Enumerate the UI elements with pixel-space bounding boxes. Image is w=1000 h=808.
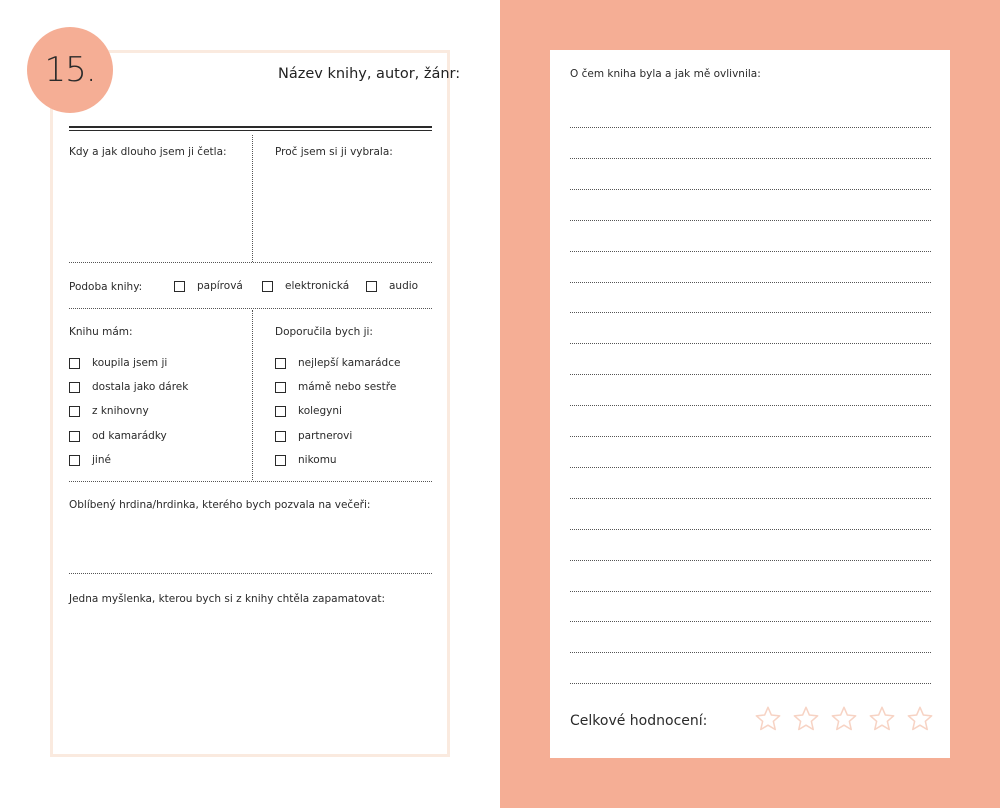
star-icon[interactable] (754, 705, 782, 733)
recommend-option[interactable] (275, 430, 352, 442)
checkbox[interactable] (275, 431, 286, 442)
recommend-option[interactable] (275, 405, 342, 417)
section-divider-1 (69, 262, 432, 263)
writing-line[interactable] (570, 498, 931, 499)
recommend-option-label: mámě nebo sestře (298, 381, 397, 393)
writing-line[interactable] (570, 127, 931, 128)
have-book-label: Knihu mám: (69, 326, 133, 338)
recommend-option[interactable] (275, 381, 396, 393)
writing-line[interactable] (570, 621, 931, 622)
have-option-label: dostala jako dárek (92, 381, 189, 393)
recommend-option-label: kolegyni (298, 405, 342, 417)
writing-line[interactable] (570, 158, 931, 159)
format-option-electronic[interactable] (262, 280, 349, 292)
checkbox[interactable] (69, 431, 80, 442)
checkbox[interactable] (69, 382, 80, 393)
format-label: Podoba knihy: (69, 281, 143, 293)
star-icon[interactable] (906, 705, 934, 733)
have-option-label: z knihovny (92, 405, 149, 417)
have-option[interactable] (69, 405, 149, 417)
have-option[interactable] (69, 381, 188, 393)
have-option-label: koupila jsem ji (92, 357, 168, 369)
checkbox[interactable] (262, 281, 273, 292)
favorite-hero-label: Oblíbený hrdina/hrdinka, kterého bych pozvala na večeři: (69, 499, 371, 511)
checkbox[interactable] (69, 455, 80, 466)
memorable-thought-label: Jedna myšlenka, kterou bych si z knihy chtěla zapamatovat: (69, 593, 386, 605)
writing-line[interactable] (570, 560, 931, 561)
have-option[interactable] (69, 357, 167, 369)
recommend-option-label: partnerovi (298, 430, 353, 442)
recommend-option-label: nejlepší kamarádce (298, 357, 401, 369)
column-divider-top (252, 135, 253, 262)
writing-line[interactable] (570, 220, 931, 221)
when-read-label: Kdy a jak dlouho jsem ji četla: (69, 146, 227, 158)
writing-line[interactable] (570, 282, 931, 283)
page-number-badge: 15. (27, 27, 113, 113)
recommend-option[interactable] (275, 357, 400, 369)
have-option[interactable] (69, 430, 167, 442)
checkbox[interactable] (275, 455, 286, 466)
checkbox[interactable] (69, 406, 80, 417)
writing-line[interactable] (570, 343, 931, 344)
section-divider-3 (69, 481, 432, 482)
writing-line[interactable] (570, 312, 931, 313)
recommend-option[interactable] (275, 454, 337, 466)
format-option-label: papírová (197, 280, 243, 292)
book-title-label: Název knihy, autor, žánr: (278, 66, 461, 82)
checkbox[interactable] (275, 358, 286, 369)
writing-line[interactable] (570, 529, 931, 530)
writing-line[interactable] (570, 374, 931, 375)
section-divider-4 (69, 573, 432, 574)
writing-line[interactable] (570, 251, 931, 252)
format-option-label: elektronická (285, 280, 350, 292)
have-option-label: od kamarádky (92, 430, 167, 442)
writing-line[interactable] (570, 405, 931, 406)
rating-label: Celkové hodnocení: (570, 713, 708, 729)
column-divider-middle (252, 310, 253, 480)
writing-line[interactable] (570, 467, 931, 468)
checkbox[interactable] (69, 358, 80, 369)
recommend-option-label: nikomu (298, 454, 337, 466)
format-option-audio[interactable] (366, 280, 418, 292)
title-double-rule (69, 126, 432, 131)
writing-line[interactable] (570, 436, 931, 437)
section-divider-2 (69, 308, 432, 309)
have-option[interactable] (69, 454, 111, 466)
star-icon[interactable] (792, 705, 820, 733)
writing-line[interactable] (570, 683, 931, 684)
star-icon[interactable] (830, 705, 858, 733)
star-icon[interactable] (868, 705, 896, 733)
writing-line[interactable] (570, 652, 931, 653)
checkbox[interactable] (275, 382, 286, 393)
rating-stars (754, 705, 934, 733)
format-option-label: audio (389, 280, 419, 292)
have-option-label: jiné (92, 454, 111, 466)
recommend-label: Doporučila bych ji: (275, 326, 373, 338)
writing-line[interactable] (570, 189, 931, 190)
writing-line[interactable] (570, 591, 931, 592)
summary-label: O čem kniha byla a jak mě ovlivnila: (570, 68, 761, 80)
checkbox[interactable] (174, 281, 185, 292)
format-option-paper[interactable] (174, 280, 243, 292)
checkbox[interactable] (275, 406, 286, 417)
why-chosen-label: Proč jsem si ji vybrala: (275, 146, 393, 158)
checkbox[interactable] (366, 281, 377, 292)
